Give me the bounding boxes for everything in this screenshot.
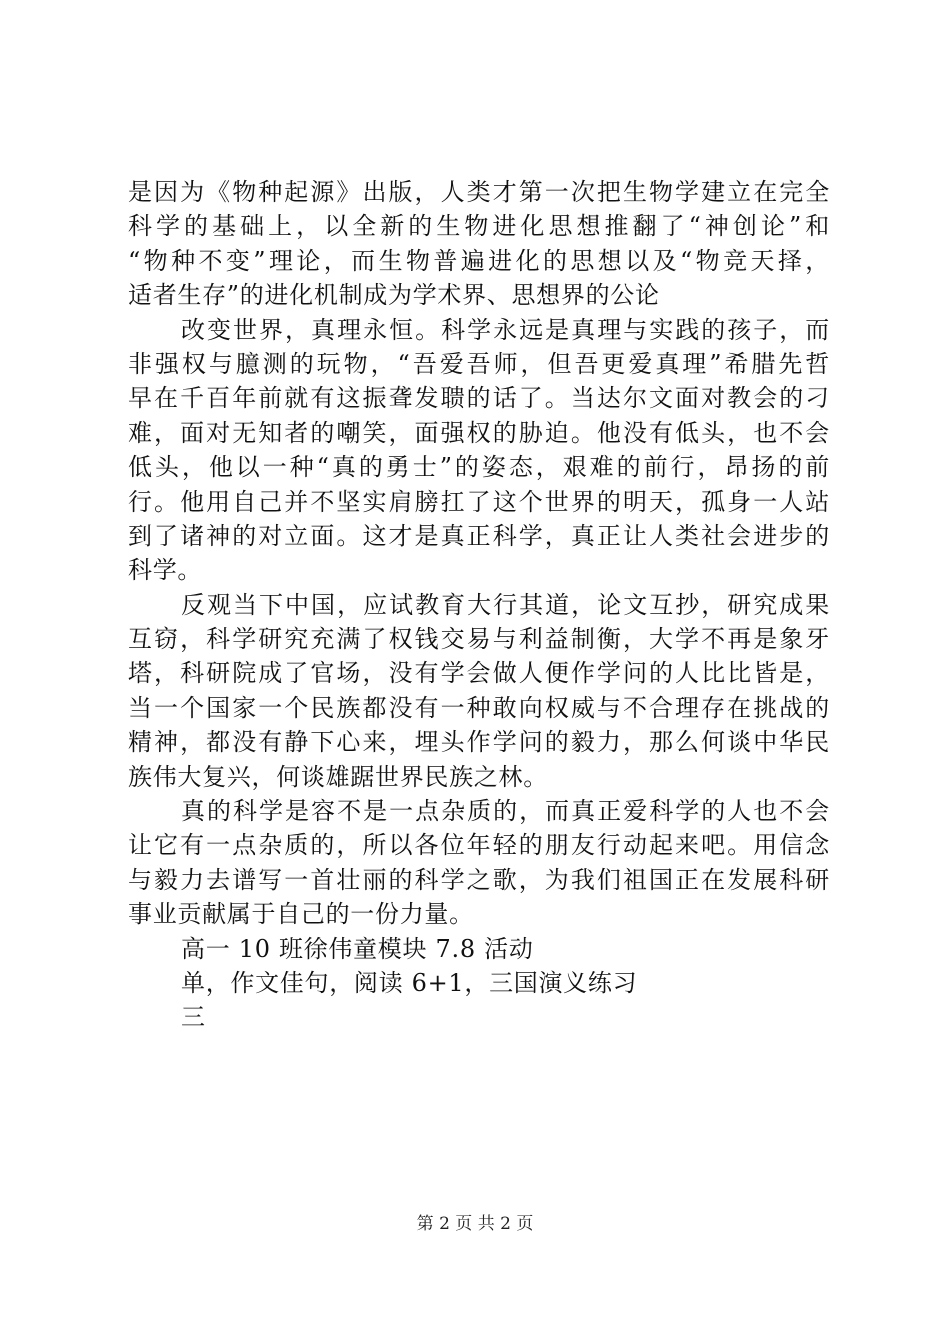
paragraph — [128, 794, 830, 932]
text-line: 科学的基础上，以全新的生物进化思想推翻了“神创论”和 — [128, 212, 830, 241]
text-line: 改变世界，真理永恒。科学永远是真理与实践的孩子，而 — [181, 315, 830, 344]
text-line: 真的科学是容不是一点杂质的，而真正爱科学的人也不会 — [181, 797, 830, 826]
text-line: 是因为《物种起源》出版，人类才第一次把生物学建立在完全 — [128, 178, 830, 206]
text-line: 反观当下中国，应试教育大行其道，论文互抄，研究成果 — [181, 590, 830, 619]
text-line: 事业贡献属于自己的一份力量。 — [128, 900, 474, 929]
page-number-footer — [0, 1213, 950, 1235]
text-line: 三 — [181, 1003, 206, 1032]
text-line: 单，作文佳句，阅读 6+1，三国演义练习 — [181, 968, 638, 997]
text-line: 科学。 — [128, 556, 203, 585]
text-line: 让它有一点杂质的，所以各位年轻的朋友行动起来吧。用信念 — [128, 831, 830, 860]
text-line: “物种不变”理论，而生物普遍进化的思想以及“物竞天择， — [128, 246, 830, 275]
text-line: 到了诸神的对立面。这才是真正科学，真正让人类社会进步的 — [128, 521, 830, 550]
text-line: 低头，他以一种“真的勇士”的姿态，艰难的前行，昂扬的前 — [128, 453, 830, 482]
text-line: 互窃，科学研究充满了权钱交易与利益制衡，大学不再是象牙 — [128, 625, 830, 654]
text-line: 塔，科研院成了官场，没有学会做人便作学问的人比比皆是， — [128, 659, 830, 688]
text-line: 高一 10 班徐伟童模块 7.8 活动 — [181, 934, 534, 963]
text-line: 精神，都没有静下心来，埋头作学问的毅力，那么何谈中华民 — [128, 728, 830, 757]
text-line: 行。他用自己并不坚实肩膀扛了这个世界的明天，孤身一人站 — [128, 487, 830, 516]
paragraph — [128, 175, 830, 313]
paragraph — [128, 1000, 830, 1034]
paragraph — [128, 588, 830, 794]
document-body — [128, 175, 830, 1035]
paragraph — [128, 932, 830, 966]
text-line: 与毅力去谱写一首壮丽的科学之歌，为我们祖国正在发展科研 — [128, 865, 830, 894]
paragraph — [128, 966, 830, 1000]
text-line: 适者生存”的进化机制成为学术界、思想界的公论 — [128, 281, 660, 310]
text-line: 族伟大复兴，何谈雄踞世界民族之林。 — [128, 762, 548, 791]
text-line: 早在千百年前就有这振聋发聩的话了。当达尔文面对教会的刁 — [128, 384, 830, 413]
text-line: 难，面对无知者的嘲笑，面强权的胁迫。他没有低头，也不会 — [128, 418, 830, 447]
text-line: 当一个国家一个民族都没有一种敢向权威与不合理存在挑战的 — [128, 693, 830, 722]
page-number-label: 第 2 页 共 2 页 — [416, 1214, 534, 1234]
paragraph — [128, 313, 830, 588]
text-line: 非强权与臆测的玩物，“吾爱吾师，但吾更爱真理”希腊先哲 — [128, 349, 830, 378]
